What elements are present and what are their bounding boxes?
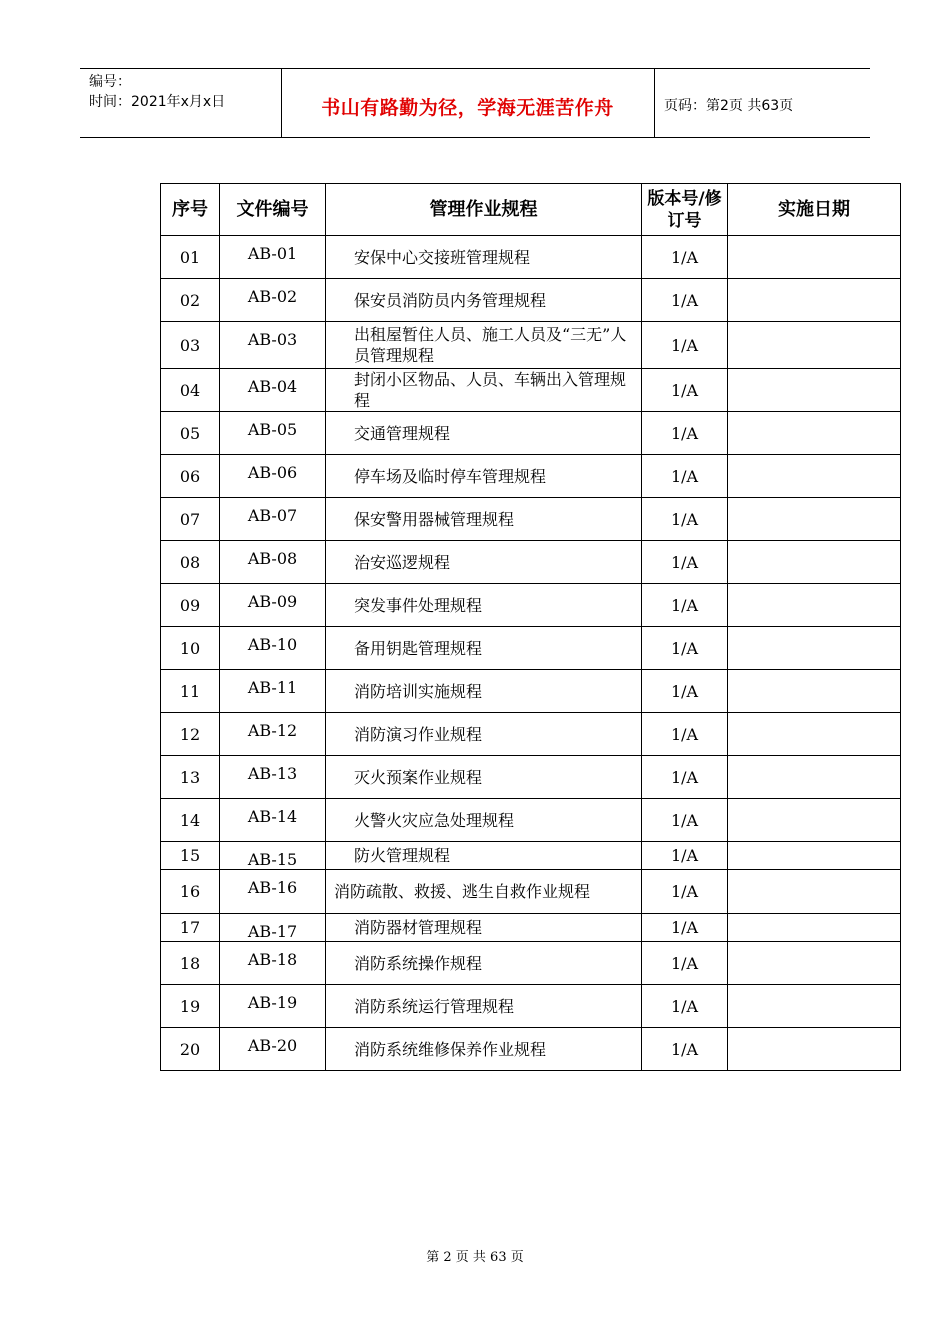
row-version: 1/A xyxy=(642,279,728,322)
table-row xyxy=(161,541,901,584)
row-number: 06 xyxy=(161,455,220,498)
table-row xyxy=(161,756,901,799)
row-procedure-name: 消防器材管理规程 xyxy=(326,914,642,942)
row-effective-date xyxy=(728,914,901,942)
row-effective-date xyxy=(728,1028,901,1071)
row-file-code: AB-13 xyxy=(220,756,326,799)
row-file-code: AB-12 xyxy=(220,713,326,756)
row-effective-date xyxy=(728,322,901,369)
row-procedure-name: 防火管理规程 xyxy=(326,842,642,870)
row-version: 1/A xyxy=(642,670,728,713)
row-file-code: AB-09 xyxy=(220,584,326,627)
row-effective-date xyxy=(728,236,901,279)
header-no: 序号 xyxy=(161,184,220,236)
header-name: 管理作业规程 xyxy=(326,184,642,236)
page-footer: 第 2 页 共 63 页 xyxy=(426,1250,524,1265)
row-file-code: AB-04 xyxy=(220,369,326,412)
row-procedure-name: 安保中心交接班管理规程 xyxy=(326,236,642,279)
table-row xyxy=(161,670,901,713)
row-version: 1/A xyxy=(642,870,728,914)
row-effective-date xyxy=(728,498,901,541)
row-number: 20 xyxy=(161,1028,220,1071)
table-row xyxy=(161,369,901,412)
table-row xyxy=(161,870,901,914)
row-procedure-name: 保安员消防员内务管理规程 xyxy=(326,279,642,322)
row-version: 1/A xyxy=(642,322,728,369)
table-row xyxy=(161,322,901,369)
row-file-code: AB-01 xyxy=(220,236,326,279)
row-number: 09 xyxy=(161,584,220,627)
header-version: 版本号/修订号 xyxy=(642,184,728,236)
row-file-code: AB-10 xyxy=(220,627,326,670)
row-number: 13 xyxy=(161,756,220,799)
row-file-code: AB-14 xyxy=(220,799,326,842)
table-row xyxy=(161,942,901,985)
row-number: 16 xyxy=(161,870,220,914)
row-version: 1/A xyxy=(642,713,728,756)
row-effective-date xyxy=(728,541,901,584)
table-row xyxy=(161,1028,901,1071)
row-number: 07 xyxy=(161,498,220,541)
table-body xyxy=(161,236,901,1071)
row-effective-date xyxy=(728,985,901,1028)
table-row xyxy=(161,412,901,455)
row-effective-date xyxy=(728,627,901,670)
table-row xyxy=(161,842,901,870)
row-effective-date xyxy=(728,756,901,799)
row-procedure-name: 治安巡逻规程 xyxy=(326,541,642,584)
header-date: 实施日期 xyxy=(728,184,901,236)
row-version: 1/A xyxy=(642,541,728,584)
row-number: 19 xyxy=(161,985,220,1028)
table-row xyxy=(161,627,901,670)
row-file-code: AB-20 xyxy=(220,1028,326,1071)
document-date: 时间：2021年x月x日 xyxy=(89,94,226,110)
motto-text: 书山有路勤为径，学海无涯苦作舟 xyxy=(321,97,614,119)
row-effective-date xyxy=(728,584,901,627)
table-header-row xyxy=(161,184,901,236)
row-procedure-name: 出租屋暂住人员、施工人员及“三无”人员管理规程 xyxy=(326,322,642,369)
row-file-code: AB-08 xyxy=(220,541,326,584)
table-row xyxy=(161,498,901,541)
row-version: 1/A xyxy=(642,799,728,842)
table-row xyxy=(161,799,901,842)
row-procedure-name: 灭火预案作业规程 xyxy=(326,756,642,799)
row-number: 14 xyxy=(161,799,220,842)
table-row xyxy=(161,279,901,322)
row-number: 02 xyxy=(161,279,220,322)
row-procedure-name: 消防疏散、救援、逃生自救作业规程 xyxy=(326,870,642,914)
row-number: 10 xyxy=(161,627,220,670)
row-effective-date xyxy=(728,412,901,455)
row-number: 03 xyxy=(161,322,220,369)
row-procedure-name: 停车场及临时停车管理规程 xyxy=(326,455,642,498)
row-procedure-name: 消防系统维修保养作业规程 xyxy=(326,1028,642,1071)
row-number: 15 xyxy=(161,842,220,870)
row-file-code: AB-17 xyxy=(220,914,326,942)
row-version: 1/A xyxy=(642,1028,728,1071)
row-version: 1/A xyxy=(642,584,728,627)
row-number: 08 xyxy=(161,541,220,584)
row-version: 1/A xyxy=(642,842,728,870)
row-procedure-name: 火警火灾应急处理规程 xyxy=(326,799,642,842)
row-file-code: AB-19 xyxy=(220,985,326,1028)
row-number: 17 xyxy=(161,914,220,942)
row-number: 11 xyxy=(161,670,220,713)
row-file-code: AB-11 xyxy=(220,670,326,713)
row-effective-date xyxy=(728,670,901,713)
row-version: 1/A xyxy=(642,942,728,985)
row-version: 1/A xyxy=(642,756,728,799)
row-procedure-name: 突发事件处理规程 xyxy=(326,584,642,627)
row-version: 1/A xyxy=(642,627,728,670)
row-procedure-name: 交通管理规程 xyxy=(326,412,642,455)
row-effective-date xyxy=(728,369,901,412)
row-number: 18 xyxy=(161,942,220,985)
table-row xyxy=(161,455,901,498)
procedure-register-table xyxy=(160,183,901,1071)
row-number: 04 xyxy=(161,369,220,412)
row-version: 1/A xyxy=(642,985,728,1028)
row-procedure-name: 保安警用器械管理规程 xyxy=(326,498,642,541)
row-number: 01 xyxy=(161,236,220,279)
row-file-code: AB-15 xyxy=(220,842,326,870)
row-number: 12 xyxy=(161,713,220,756)
row-effective-date xyxy=(728,842,901,870)
row-version: 1/A xyxy=(642,369,728,412)
row-file-code: AB-05 xyxy=(220,412,326,455)
row-procedure-name: 消防演习作业规程 xyxy=(326,713,642,756)
row-procedure-name: 备用钥匙管理规程 xyxy=(326,627,642,670)
header-motto-cell xyxy=(281,69,655,137)
row-procedure-name: 消防培训实施规程 xyxy=(326,670,642,713)
row-version: 1/A xyxy=(642,412,728,455)
table-row xyxy=(161,985,901,1028)
row-procedure-name: 消防系统运行管理规程 xyxy=(326,985,642,1028)
row-file-code: AB-06 xyxy=(220,455,326,498)
row-version: 1/A xyxy=(642,914,728,942)
row-procedure-name: 消防系统操作规程 xyxy=(326,942,642,985)
header-page-info: 页码：第2页 共63页 xyxy=(664,98,794,114)
table-row xyxy=(161,584,901,627)
row-effective-date xyxy=(728,279,901,322)
row-version: 1/A xyxy=(642,236,728,279)
page-header xyxy=(80,68,870,138)
row-effective-date xyxy=(728,870,901,914)
row-effective-date xyxy=(728,799,901,842)
table-row xyxy=(161,914,901,942)
table-row xyxy=(161,236,901,279)
header-meta xyxy=(80,69,282,137)
row-effective-date xyxy=(728,942,901,985)
table-row xyxy=(161,713,901,756)
row-procedure-name: 封闭小区物品、人员、车辆出入管理规程 xyxy=(326,369,642,412)
row-file-code: AB-18 xyxy=(220,942,326,985)
header-code: 文件编号 xyxy=(220,184,326,236)
row-version: 1/A xyxy=(642,498,728,541)
row-file-code: AB-02 xyxy=(220,279,326,322)
document-number-label: 编号： xyxy=(89,74,131,90)
row-effective-date xyxy=(728,713,901,756)
row-file-code: AB-03 xyxy=(220,322,326,369)
row-effective-date xyxy=(728,455,901,498)
row-file-code: AB-07 xyxy=(220,498,326,541)
row-file-code: AB-16 xyxy=(220,870,326,914)
row-number: 05 xyxy=(161,412,220,455)
row-version: 1/A xyxy=(642,455,728,498)
